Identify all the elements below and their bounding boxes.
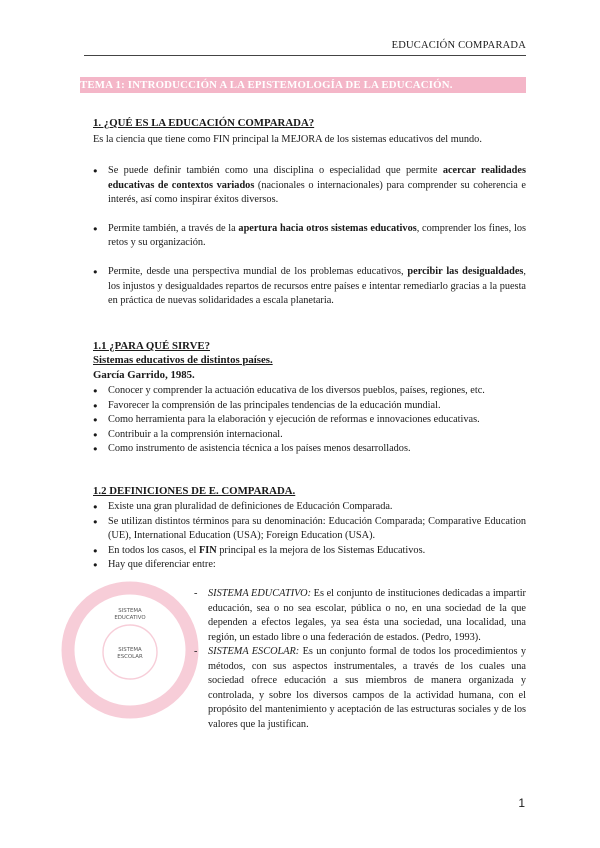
nested-systems-diagram (60, 580, 200, 720)
definitions-list (194, 587, 526, 732)
definition-term: SISTEMA ESCOLAR: (208, 646, 300, 657)
header-divider (84, 55, 526, 56)
section-1-1-item: ● Como instrumento de asistencia técnica a los países menos desarrollados. (93, 442, 533, 457)
section-1-item: ● Se puede definir también como una disciplina o especialidad que permite acercar realidades educativas de contextos variados (nacionales o internacionales) para comprender su coherencia e interés, así como inspirar éxitos diversos. (93, 164, 526, 208)
section-1-1-list (93, 384, 533, 457)
section-1-list (93, 164, 526, 323)
outer-label-line-1: SISTEMA (118, 608, 142, 614)
section-1-2-list (93, 500, 526, 573)
section-1-2-item: ● En todos los casos, el FIN principal es la mejora de los Sistemas Educativos. (93, 544, 526, 559)
section-1-1-heading: 1.1 ¿PARA QUÉ SIRVE? (93, 340, 210, 352)
section-1-1-item: ● Contribuir a la comprensión internacional. (93, 428, 533, 443)
section-1-intro: Es la ciencia que tiene como FIN principal la MEJORA de los sistemas educativos del mundo. (93, 134, 482, 145)
section-1-1-item: ● Favorecer la comprensión de las principales tendencias de la educación mundial. (93, 399, 533, 414)
page-number: 1 (518, 796, 525, 810)
definition-term: SISTEMA EDUCATIVO: (208, 588, 312, 599)
section-1-1-item: ● Conocer y comprender la actuación educativa de los diversos pueblos, países, regiones, etc. (93, 384, 533, 399)
inner-label-line-2: ESCOLAR (117, 654, 143, 660)
section-1-item: ● Permite, desde una perspectiva mundial de los problemas educativos, percibir las desigualdades, los injustos y desigualdades repartos de recursos entre países e intentar remediarlo gracias a la puesta en práctica de nuevas solidaridades a escala planetaria. (93, 265, 526, 309)
section-1-2-item: ● Se utilizan distintos términos para su denominación: Educación Comparada; Comparative Education (UE), International Education (USA); Foreign Education (USA). (93, 515, 526, 544)
section-1-2-heading: 1.2 DEFINICIONES DE E. COMPARADA. (93, 485, 296, 497)
outer-label-line-2: EDUCATIVO (114, 615, 146, 621)
section-1-1-item: ● Como herramienta para la elaboración y ejecución de reformas e innovaciones educativas. (93, 413, 533, 428)
definition-item: - SISTEMA ESCOLAR: Es un conjunto formal de todos los procedimientos y métodos, con sus aspectos instrumentales, a través de los cuales una sociedad ofrece educación a sus miembros de manera organizada y controlada, y sobre los diversos campos de la actividad humana, con el propósito del mantenimiento y aceptación de las estructuras sociales y de los valores que la justifican. (194, 645, 526, 732)
definition-item: - SISTEMA EDUCATIVO: Es el conjunto de instituciones dedicadas a impartir educación, sea o no sea escolar, pública o no, en una sociedad de la que dependen a efectos legales, ya sea ésta una sociedad, una localidad, una región, un estado libre o una federación de estados. (Pedro, 1993). (194, 587, 526, 645)
section-1-item: ● Permite también, a través de la apertura hacia otros sistemas educativos, comprender los fines, los retos y su organización. (93, 222, 526, 251)
section-1-1-author: García Garrido, 1985. (93, 369, 195, 381)
section-1-heading: 1. ¿QUÉ ES LA EDUCACIÓN COMPARADA? (93, 117, 315, 129)
section-1-1-subheading: Sistemas educativos de distintos países. (93, 354, 273, 366)
inner-label-line-1: SISTEMA (118, 647, 142, 653)
section-1-2-item: ● Existe una gran pluralidad de definiciones de Educación Comparada. (93, 500, 526, 515)
section-1-2-item: ● Hay que diferenciar entre: (93, 558, 526, 573)
running-header: EDUCACIÓN COMPARADA (391, 40, 526, 51)
chapter-title: TEMA 1: INTRODUCCIÓN A LA EPISTEMOLOGÍA DE LA EDUCACIÓN. (80, 77, 526, 93)
